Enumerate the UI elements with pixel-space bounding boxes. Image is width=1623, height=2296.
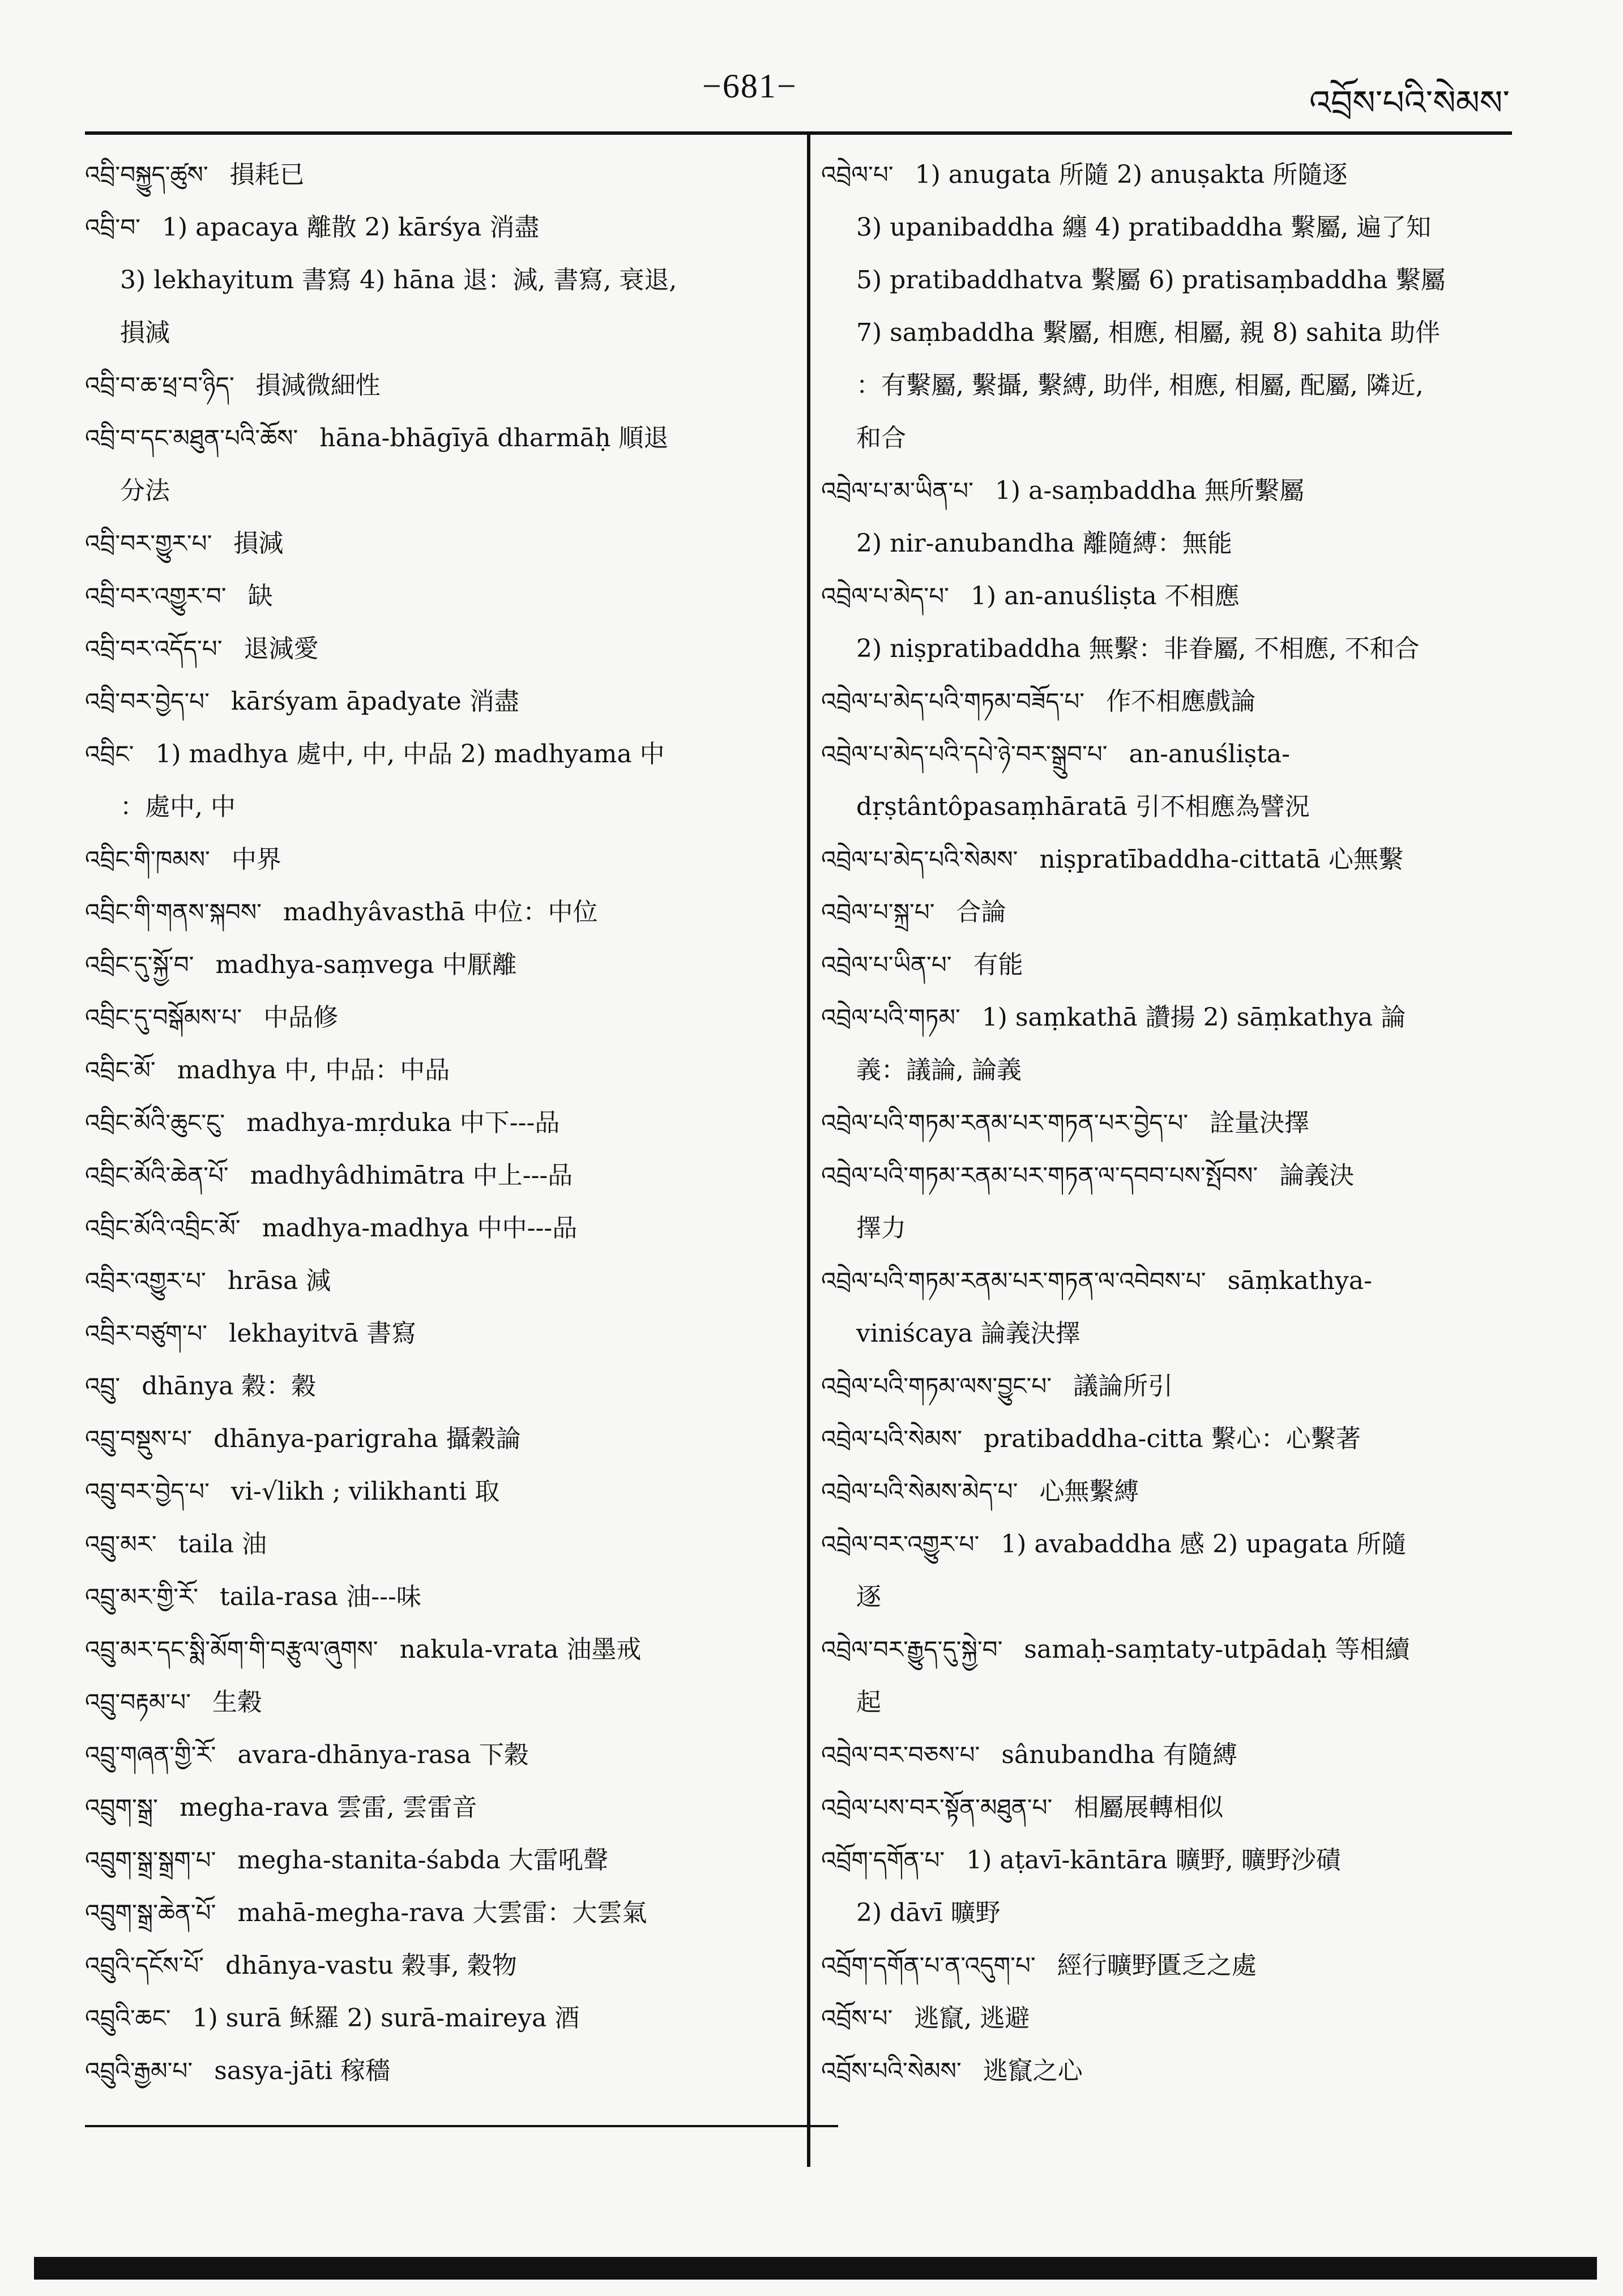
- dictionary-entry: [821, 1781, 1518, 1834]
- running-head: འབྲོས་པའི་སེམས་: [1309, 83, 1510, 123]
- entry-headword: འབྲིར་བཙུག་པ་: [85, 1320, 208, 1347]
- dictionary-entry: [85, 886, 787, 938]
- entry-gloss: dhānya-vastu 穀事, 穀物: [225, 1951, 517, 1980]
- entry-gloss-continuation: dṛṣtântôpasaṃhāratā 引不相應為譬況: [856, 792, 1310, 821]
- dictionary-entry: [821, 1729, 1518, 1781]
- entry-gloss: megha-stanita-śabda 大雷吼聲: [237, 1846, 608, 1875]
- entry-gloss: dhānya 穀：穀: [142, 1372, 317, 1401]
- dictionary-entry: [85, 1254, 787, 1307]
- entry-headword: འབྲེལ་པའི་སེམས་མེད་པ་: [821, 1478, 1018, 1505]
- dictionary-entry: [85, 517, 787, 570]
- entry-headword: འབྲུ་མར་དང་སྨི་མོག་གི་བརྩུལ་ཞུགས་: [85, 1636, 378, 1663]
- entry-gloss: 經行曠野匱乏之處: [1057, 1951, 1257, 1980]
- dictionary-entry: [821, 728, 1518, 833]
- entry-headword: འབྲེལ་པ་ཡིན་པ་: [821, 951, 952, 979]
- entry-gloss: hrāsa 減: [227, 1266, 331, 1295]
- entry-gloss: 1) surā 稣羅 2) surā-maireya 酒: [192, 2004, 580, 2033]
- entry-gloss: madhya-saṃvega 中厭離: [215, 950, 517, 979]
- dictionary-entry: [821, 1939, 1518, 1992]
- entry-gloss: taila 油: [178, 1530, 267, 1559]
- dictionary-entry: [821, 1518, 1518, 1623]
- entry-headword: འབྲོས་པ་: [821, 2004, 893, 2032]
- entry-gloss: 1) saṃkathā 讚揚 2) sāṃkathya 論: [981, 1003, 1406, 1032]
- scan-bottom-band: [34, 2257, 1597, 2280]
- entry-gloss: 議論所引: [1073, 1372, 1173, 1401]
- dictionary-entry: [821, 1834, 1518, 1939]
- dictionary-entry: [821, 2045, 1518, 2097]
- dictionary-entry: [821, 1623, 1518, 1729]
- entry-gloss: 有能: [973, 950, 1023, 979]
- entry-headword: འབྲེལ་བར་རྒྱུད་དུ་སྐྱེ་བ་: [821, 1636, 1003, 1663]
- entry-headword: འབྲུག་སྒྲ་: [85, 1794, 158, 1821]
- entry-gloss: 1) aṭavī-kāntāra 曠野, 曠野沙磧: [966, 1846, 1341, 1875]
- entry-gloss-continuation: 和合: [856, 424, 906, 453]
- left-column: [85, 148, 787, 2097]
- entry-gloss: 中界: [231, 845, 281, 874]
- entry-gloss: madhya 中, 中品：中品: [177, 1056, 450, 1085]
- dictionary-entry: [85, 1992, 787, 2045]
- entry-headword: འབྲིང་དུ་བསྒོམས་པ་: [85, 1004, 242, 1031]
- entry-headword: འབྲེལ་བར་བཅས་པ་: [821, 1741, 980, 1769]
- entry-gloss: 1) a-saṃbaddha 無所繫屬: [994, 476, 1305, 505]
- entry-gloss-continuation: 2) niṣpratibaddha 無繫：非眷屬, 不相應, 不和合: [856, 634, 1420, 663]
- entry-headword: འབྲི་བ་: [85, 214, 140, 241]
- entry-headword: འབྲེལ་པ་མེད་པ་: [821, 582, 949, 610]
- entry-headword: འབྲུག་སྒྲ་ཆེན་པོ་: [85, 1899, 216, 1927]
- entry-headword: འབྲེལ་པས་བར་སྟོན་མཐུན་པ་: [821, 1794, 1053, 1821]
- dictionary-entry: [821, 675, 1518, 728]
- entry-headword: འབྲུ་བསྡུས་པ་: [85, 1425, 193, 1453]
- entry-headword: འབྲེལ་བར་འགྱུར་པ་: [821, 1530, 980, 1558]
- dictionary-entry: [85, 1623, 787, 1676]
- entry-gloss: 退減愛: [244, 634, 319, 663]
- entry-headword: འབྲིང་: [85, 740, 134, 768]
- entry-headword: འབྲུ་བརྟམ་པ་: [85, 1688, 191, 1716]
- dictionary-entry: [821, 1992, 1518, 2045]
- entry-gloss: megha-rava 雲雷, 雲雷音: [179, 1793, 477, 1822]
- dictionary-entry: [85, 728, 787, 833]
- entry-gloss: 缺: [247, 582, 273, 611]
- entry-headword: འབྲི་བ་ཆ་ཕྲ་བ་ཉིད་: [85, 372, 234, 399]
- entry-headword: འབྲི་བར་འདོད་པ་: [85, 635, 223, 663]
- dictionary-entry: [85, 1887, 787, 1939]
- dictionary-entry: [85, 1044, 787, 1096]
- entry-gloss: madhya-mṛduka 中下---品: [246, 1108, 560, 1137]
- entry-headword: འབྲིང་མོ་: [85, 1056, 156, 1084]
- entry-gloss-continuation: 起: [856, 1688, 881, 1717]
- entry-headword: འབྲུ་གཞན་གྱི་རོ་: [85, 1741, 216, 1769]
- entry-gloss: 損減: [233, 529, 284, 558]
- dictionary-entry: [821, 1096, 1518, 1149]
- entry-headword: འབྲུ་: [85, 1372, 121, 1400]
- dictionary-entry: [85, 359, 787, 412]
- entry-headword: འབྲུའི་རྒྱམ་པ་: [85, 2057, 193, 2085]
- dictionary-entry: [85, 1518, 787, 1571]
- entry-headword: འབྲུ་བར་བྱེད་པ་: [85, 1478, 210, 1505]
- dictionary-entry: [821, 1360, 1518, 1412]
- entry-gloss-continuation: 3) lekhayitum 書寫 4) hāna 退：減, 書寫, 衰退,: [120, 266, 677, 295]
- dictionary-entry: [821, 1412, 1518, 1465]
- entry-gloss: mahā-megha-rava 大雲雷：大雲氣: [237, 1898, 647, 1927]
- entry-headword: འབྲིང་མོའི་ཆེན་པོ་: [85, 1162, 229, 1189]
- entry-gloss: sânubandha 有隨縛: [1001, 1740, 1238, 1769]
- dictionary-entry: [85, 1202, 787, 1254]
- entry-gloss-continuation: 3) upanibaddha 纏 4) pratibaddha 繫屬, 遍了知: [856, 213, 1432, 242]
- dictionary-entry: [85, 2045, 787, 2097]
- dictionary-entry: [821, 938, 1518, 991]
- entry-gloss: 1) apacaya 離散 2) kārśya 消盡: [161, 213, 540, 242]
- entry-gloss: madhya-madhya 中中---品: [262, 1214, 578, 1243]
- dictionary-entry: [85, 1096, 787, 1149]
- entry-gloss: 1) anugata 所隨 2) anuṣakta 所隨逐: [915, 160, 1348, 189]
- dictionary-entry: [85, 1834, 787, 1887]
- top-rule: [85, 131, 1512, 135]
- column-divider: [807, 134, 810, 2167]
- entry-gloss: kārśyam āpadyate 消盡: [230, 687, 519, 716]
- entry-gloss: dhānya-parigraha 攝穀論: [213, 1424, 521, 1453]
- entry-headword: འབྲུ་མར་: [85, 1530, 157, 1558]
- dictionary-entry: [821, 464, 1518, 570]
- entry-gloss-continuation: 2) nir-anubandha 離隨縛：無能: [856, 529, 1232, 558]
- dictionary-entry: [85, 938, 787, 991]
- dictionary-entry: [85, 833, 787, 886]
- entry-gloss-continuation: ：處中, 中: [120, 792, 236, 821]
- dictionary-entry: [85, 1781, 787, 1834]
- dictionary-entry: [821, 991, 1518, 1096]
- entry-headword: འབྲིང་གི་གནས་སྐབས་: [85, 898, 262, 926]
- entry-headword: འབྲུའི་དངོས་པོ་: [85, 1952, 204, 1979]
- entry-headword: འབྲིང་མོའི་ཆུང་ངུ་: [85, 1109, 225, 1137]
- entry-gloss-continuation: 7) saṃbaddha 繫屬, 相應, 相屬, 親 8) sahita 助伴: [856, 318, 1441, 347]
- dictionary-entry: [85, 412, 787, 517]
- dictionary-entry: [85, 1939, 787, 1992]
- entry-headword: འབྲོག་དགོན་པ་: [821, 1846, 945, 1874]
- entry-gloss: 逃竄, 逃避: [914, 2004, 1030, 2033]
- entry-gloss: 相屬展轉相似: [1074, 1793, 1224, 1822]
- entry-headword: འབྲེལ་པ་མ་ཡིན་པ་: [821, 477, 973, 505]
- dictionary-entry: [85, 1412, 787, 1465]
- entry-headword: འབྲིང་དུ་སྐྱོ་བ་: [85, 951, 194, 979]
- page-number: −681−: [702, 67, 797, 105]
- entry-gloss-continuation: 義：議論, 論義: [856, 1056, 1022, 1085]
- dictionary-entry: [85, 675, 787, 728]
- entry-headword: འབྲེལ་པ་མེད་པའི་སེམས་: [821, 846, 1018, 873]
- entry-headword: འབྲེལ་པའི་གཏམ་ལས་བྱུང་པ་: [821, 1372, 1052, 1400]
- dictionary-entry: [85, 991, 787, 1044]
- entry-gloss: 合論: [956, 898, 1006, 927]
- entry-gloss: 作不相應戲論: [1106, 687, 1256, 716]
- dictionary-entry: [85, 1149, 787, 1202]
- dictionary-entry: [85, 1465, 787, 1518]
- bottom-rule: [85, 2125, 838, 2127]
- entry-gloss: samaḥ-saṃtaty-utpādaḥ 等相續: [1024, 1635, 1410, 1664]
- dictionary-entry: [821, 1254, 1518, 1360]
- entry-headword: འབྲུ་མར་གྱི་རོ་: [85, 1583, 199, 1611]
- dictionary-entry: [821, 570, 1518, 675]
- right-column: [821, 148, 1518, 2097]
- entry-gloss: vi-√likh ; vilikhanti 取: [230, 1477, 500, 1506]
- entry-headword: འབྲེལ་པ་སྐྲ་པ་: [821, 898, 935, 926]
- entry-headword: འབྲོས་པའི་སེམས་: [821, 2057, 962, 2085]
- entry-headword: འབྲུག་སྒྲ་སྒྲག་པ་: [85, 1846, 216, 1874]
- entry-headword: འབྲེལ་པའི་གཏམ་རནམ་པར་གཏན་པར་བྱེད་པ་: [821, 1109, 1189, 1137]
- entry-gloss: 1) avabaddha 感 2) upagata 所隨: [1001, 1530, 1407, 1559]
- entry-headword: འབྲིར་འགྱུར་པ་: [85, 1267, 206, 1295]
- entry-gloss: pratibaddha-citta 繫心：心繫著: [984, 1424, 1361, 1453]
- entry-gloss: 損減微細性: [255, 371, 381, 400]
- entry-gloss-continuation: viniścaya 論義決擇: [856, 1319, 1080, 1348]
- entry-headword: འབྲི་བ་དང་མཐུན་པའི་ཆོས་: [85, 424, 298, 452]
- dictionary-entry: [85, 570, 787, 622]
- entry-headword: འབྲེལ་པའི་སེམས་: [821, 1425, 963, 1453]
- entry-gloss: 損耗已: [229, 160, 305, 189]
- dictionary-entry: [85, 148, 787, 201]
- entry-gloss-continuation: 5) pratibaddhatva 繫屬 6) pratisaṃbaddha 繫屬: [856, 266, 1446, 295]
- entry-headword: འབྲེལ་པ་མེད་པའི་གཏམ་བཟོད་པ་: [821, 688, 1085, 715]
- entry-gloss: 生穀: [212, 1688, 263, 1717]
- entry-gloss-continuation: ：有繫屬, 繫攝, 繫縛, 助伴, 相應, 相屬, 配屬, 隣近,: [856, 371, 1424, 400]
- entry-headword: འབྲི་བསྐྱུད་ཚུས་: [85, 161, 208, 189]
- entry-gloss: 論義決: [1279, 1161, 1355, 1190]
- dictionary-entry: [821, 886, 1518, 938]
- entry-gloss: taila-rasa 油---味: [220, 1582, 421, 1611]
- entry-gloss-continuation: 擇力: [856, 1214, 906, 1243]
- entry-gloss-continuation: 2) dāvī 曠野: [856, 1898, 1001, 1927]
- dictionary-entry: [85, 1307, 787, 1360]
- entry-headword: འབྲོག་དགོན་པ་ན་འདུག་པ་: [821, 1952, 1036, 1979]
- entry-gloss: madhyâvasthā 中位：中位: [283, 898, 598, 927]
- dictionary-entry: [85, 1360, 787, 1412]
- entry-gloss: 1) madhya 處中, 中, 中品 2) madhyama 中: [155, 740, 665, 769]
- entry-headword: འབྲེལ་པ་: [821, 161, 894, 189]
- dictionary-entry: [821, 148, 1518, 464]
- entry-gloss: nakula-vrata 油墨戒: [399, 1635, 642, 1664]
- entry-gloss: an-anuśliṣta-: [1129, 740, 1290, 769]
- entry-gloss: niṣpratībaddha-cittatā 心無繫: [1039, 845, 1403, 874]
- dictionary-entry: [85, 1676, 787, 1729]
- entry-gloss: 1) an-anuśliṣta 不相應: [970, 582, 1240, 611]
- entry-gloss: 心無繫縛: [1039, 1477, 1139, 1506]
- entry-gloss: 中品修: [263, 1003, 339, 1032]
- entry-gloss: 逃竄之心: [983, 2056, 1083, 2085]
- entry-gloss: avara-dhānya-rasa 下穀: [237, 1740, 529, 1769]
- dictionary-entry: [85, 201, 787, 359]
- entry-gloss: sasya-jāti 稼穡: [214, 2056, 391, 2085]
- entry-gloss-continuation: 逐: [856, 1582, 881, 1611]
- dictionary-entry: [821, 1149, 1518, 1254]
- dictionary-entry: [85, 1571, 787, 1623]
- entry-headword: འབྲུའི་ཆང་: [85, 2004, 171, 2032]
- entry-headword: འབྲིང་གི་ཁམས་: [85, 846, 210, 873]
- entry-gloss: sāṃkathya-: [1227, 1266, 1373, 1295]
- entry-headword: འབྲེལ་པ་མེད་པའི་དཔེ་ཉེ་བར་སྒྲུབ་པ་: [821, 740, 1108, 768]
- entry-headword: འབྲེལ་པའི་གཏམ་རནམ་པར་གཏན་ལ་འབེབས་པ་: [821, 1267, 1206, 1295]
- entry-headword: འབྲིང་མོའི་འབྲིང་མོ་: [85, 1214, 241, 1242]
- entry-gloss: lekhayitvā 書寫: [229, 1319, 417, 1348]
- dictionary-entry: [821, 833, 1518, 886]
- entry-headword: འབྲི་བར་གྱུར་པ་: [85, 530, 212, 557]
- entry-gloss: 詮量決擇: [1210, 1108, 1310, 1137]
- entry-headword: འབྲེལ་པའི་གཏམ་: [821, 1004, 960, 1031]
- entry-gloss: madhyâdhimātra 中上---品: [250, 1161, 573, 1190]
- entry-headword: འབྲེལ་པའི་གཏམ་རནམ་པར་གཏན་ལ་དབབ་པས་སྤོབས་: [821, 1162, 1258, 1189]
- entry-gloss-continuation: 損減: [120, 318, 170, 347]
- entry-gloss: hāna-bhāgīyā dharmāḥ 順退: [319, 424, 669, 453]
- dictionary-entry: [85, 622, 787, 675]
- entry-headword: འབྲི་བར་བྱེད་པ་: [85, 688, 210, 715]
- dictionary-entry: [821, 1465, 1518, 1518]
- entry-gloss-continuation: 分法: [120, 476, 170, 505]
- dictionary-entry: [85, 1729, 787, 1781]
- entry-headword: འབྲི་བར་འགྱུར་བ་: [85, 582, 227, 610]
